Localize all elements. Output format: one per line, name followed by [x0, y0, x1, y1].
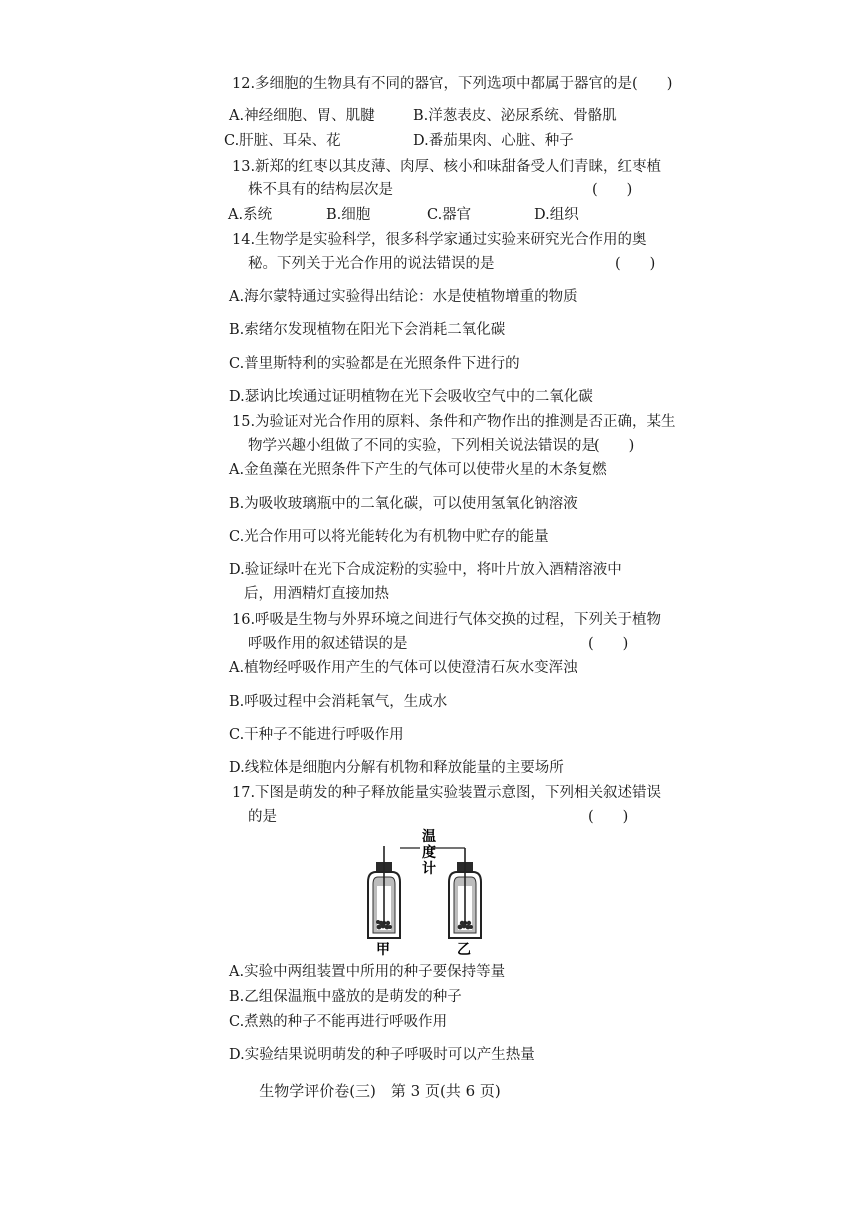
q14-option-d: D.瑟讷比埃通过证明植物在光下会吸收空气中的二氧化碳 [229, 389, 593, 405]
q16-option-b: B.呼吸过程中会消耗氧气，生成水 [229, 694, 448, 710]
q12-option-d: D.番茄果肉、心脏、种子 [413, 133, 574, 149]
q17-option-c: C.煮熟的种子不能再进行呼吸作用 [229, 1014, 448, 1030]
q15-stem-line2: 物学兴趣小组做了不同的实验，下列相关说法错误的是 [248, 438, 596, 454]
q12-option-a: A.神经细胞、胃、肌腱 [229, 108, 375, 124]
q17-option-b: B.乙组保温瓶中盛放的是萌发的种子 [229, 989, 462, 1005]
label-yi: 乙 [457, 942, 471, 958]
q15-option-c: C.光合作用可以将光能转化为有机物中贮存的能量 [229, 529, 549, 545]
q13-option-c: C.器官 [427, 207, 472, 223]
q16-option-c: C.干种子不能进行呼吸作用 [229, 727, 404, 743]
q12-option-c: C.肝脏、耳朵、花 [224, 133, 341, 149]
q14-option-a: A.海尔蒙特通过实验得出结论：水是使植物增重的物质 [229, 289, 578, 305]
label-jia: 甲 [376, 942, 390, 958]
q17-option-a: A.实验中两组装置中所用的种子要保持等量 [229, 964, 506, 980]
thermometer-label-2: 度 [422, 845, 436, 861]
thermometer-label-1: 温 [422, 829, 436, 845]
page-footer: 生物学评价卷(三) 第 3 页(共 6 页) [259, 1082, 501, 1100]
flask-jia [368, 846, 400, 938]
q14-answer-paren: ( ) [615, 256, 656, 272]
q15-option-d-line2: 后，用酒精灯直接加热 [244, 586, 389, 602]
q13-stem-line2: 株不具有的结构层次是 [248, 182, 393, 198]
thermos-experiment-figure [362, 826, 502, 958]
q14-stem-line2: 秘。下列关于光合作用的说法错误的是 [248, 256, 495, 272]
q16-option-a: A.植物经呼吸作用产生的气体可以使澄清石灰水变浑浊 [229, 660, 578, 676]
q15-option-a: A.金鱼藻在光照条件下产生的气体可以使带火星的木条复燃 [229, 462, 607, 478]
q14-option-c: C.普里斯特利的实验都是在光照条件下进行的 [229, 356, 520, 372]
q17-option-d: D.实验结果说明萌发的种子呼吸时可以产生热量 [229, 1047, 535, 1063]
q12-option-b: B.洋葱表皮、泌尿系统、骨骼肌 [413, 108, 617, 124]
q17-stem-line2: 的是 [248, 809, 277, 825]
q16-option-d: D.线粒体是细胞内分解有机物和释放能量的主要场所 [229, 760, 564, 776]
q13-answer-paren: ( ) [592, 182, 633, 198]
q15-stem-line1: 15.为验证对光合作用的原料、条件和产物作出的推测是否正确，某生 [232, 414, 676, 430]
q14-option-b: B.索绪尔发现植物在阳光下会消耗二氧化碳 [229, 322, 506, 338]
flask-yi [432, 848, 481, 938]
q15-answer-paren: ( ) [594, 438, 635, 454]
q16-stem-line2: 呼吸作用的叙述错误的是 [248, 636, 408, 652]
q16-answer-paren: ( ) [588, 636, 629, 652]
q17-stem-line1: 17.下图是萌发的种子释放能量实验装置示意图，下列相关叙述错误 [232, 785, 662, 801]
thermometer-label-3: 计 [422, 861, 436, 877]
q14-stem-line1: 14.生物学是实验科学，很多科学家通过实验来研究光合作用的奥 [232, 232, 647, 248]
q13-stem-line1: 13.新郑的红枣以其皮薄、肉厚、核小和味甜备受人们青睐，红枣植 [232, 159, 662, 175]
q12-stem: 12.多细胞的生物具有不同的器官，下列选项中都属于器官的是( ) [232, 76, 673, 92]
q13-option-d: D.组织 [534, 207, 579, 223]
q16-stem-line1: 16.呼吸是生物与外界环境之间进行气体交换的过程，下列关于植物 [232, 612, 662, 628]
q13-option-b: B.细胞 [326, 207, 371, 223]
q15-option-b: B.为吸收玻璃瓶中的二氧化碳，可以使用氢氧化钠溶液 [229, 496, 578, 512]
q13-option-a: A.系统 [228, 207, 273, 223]
q17-answer-paren: ( ) [588, 809, 629, 825]
q15-option-d-line1: D.验证绿叶在光下合成淀粉的实验中，将叶片放入酒精溶液中 [229, 562, 622, 578]
